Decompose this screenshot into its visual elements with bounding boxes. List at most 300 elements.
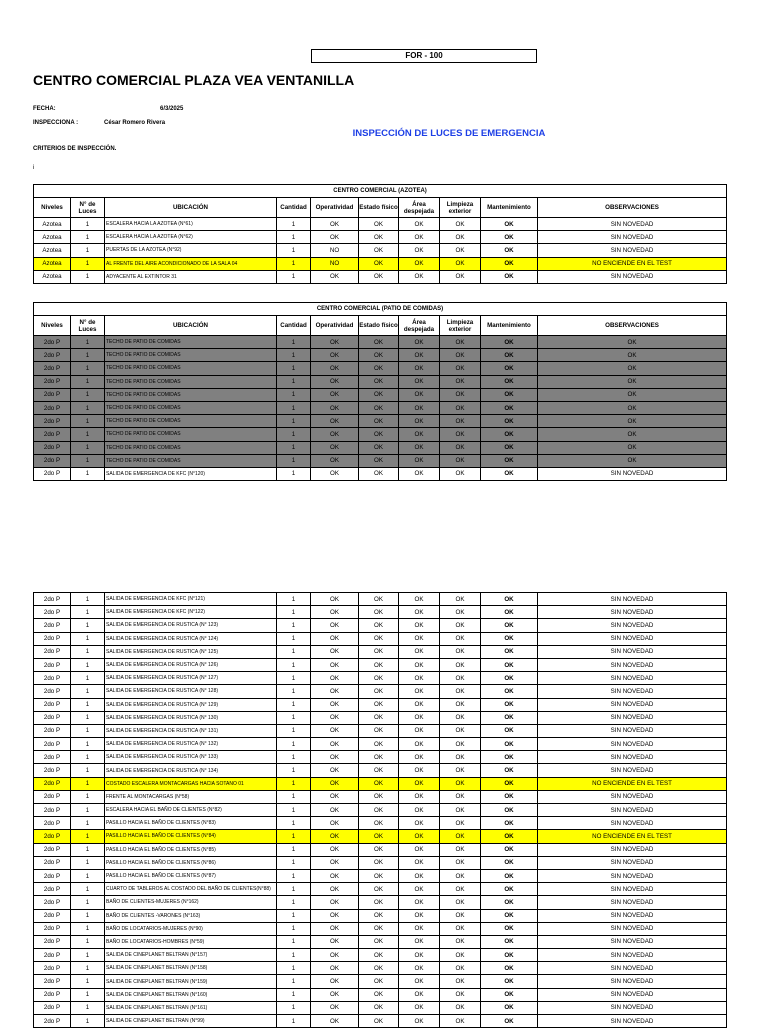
observaciones-cell: SIN NOVEDAD (538, 804, 727, 817)
luces-cell: 1 (71, 270, 105, 283)
luces-cell: 1 (71, 817, 105, 830)
area-despejada-cell: OK (399, 764, 440, 777)
mantenimiento-cell: OK (481, 349, 538, 362)
luces-cell: 1 (71, 441, 105, 454)
limpieza-cell: OK (440, 428, 481, 441)
area-despejada-cell: OK (399, 685, 440, 698)
estado-fisico-cell: OK (359, 909, 399, 922)
observaciones-cell: SIN NOVEDAD (538, 738, 727, 751)
area-despejada-cell: OK (399, 336, 440, 349)
estado-fisico-cell: OK (359, 257, 399, 270)
cantidad-cell: 1 (277, 764, 311, 777)
inspecciona-value: César Romero Rivera (104, 120, 166, 126)
limpieza-cell: OK (440, 962, 481, 975)
column-header: Estado físico (359, 198, 399, 218)
area-despejada-cell: OK (399, 606, 440, 619)
luces-cell: 1 (71, 843, 105, 856)
limpieza-cell: OK (440, 764, 481, 777)
operatividad-cell: OK (311, 817, 359, 830)
estado-fisico-cell: OK (359, 606, 399, 619)
cantidad-cell: 1 (277, 975, 311, 988)
criterios-label: CRITERIOS DE INSPECCIÓN. (33, 146, 117, 152)
table-row (34, 388, 727, 401)
table-row (34, 935, 727, 948)
area-despejada-cell: OK (399, 738, 440, 751)
operatividad-cell: OK (311, 593, 359, 606)
estado-fisico-cell: OK (359, 270, 399, 283)
table-row (34, 336, 727, 349)
observaciones-cell: SIN NOVEDAD (538, 962, 727, 975)
mantenimiento-cell: OK (481, 935, 538, 948)
operatividad-cell: OK (311, 922, 359, 935)
estado-fisico-cell: OK (359, 231, 399, 244)
cantidad-cell: 1 (277, 1015, 311, 1028)
luces-cell: 1 (71, 336, 105, 349)
estado-fisico-cell: OK (359, 1001, 399, 1014)
observaciones-cell: SIN NOVEDAD (538, 724, 727, 737)
nivel-cell: 2do P (34, 388, 71, 401)
estado-fisico-cell: OK (359, 401, 399, 414)
operatividad-cell: OK (311, 909, 359, 922)
operatividad-cell: OK (311, 988, 359, 1001)
luces-cell: 1 (71, 415, 105, 428)
estado-fisico-cell: OK (359, 777, 399, 790)
area-despejada-cell: OK (399, 790, 440, 803)
luces-cell: 1 (71, 375, 105, 388)
observaciones-cell: SIN NOVEDAD (538, 909, 727, 922)
table-row (34, 645, 727, 658)
table-row (34, 975, 727, 988)
mantenimiento-cell: OK (481, 817, 538, 830)
observaciones-cell: SIN NOVEDAD (538, 593, 727, 606)
area-despejada-cell: OK (399, 401, 440, 414)
ubicacion-cell: SALIDA DE EMERGENCIA DE RUSTICA (N° 130) (105, 711, 277, 724)
cantidad-cell: 1 (277, 257, 311, 270)
luces-cell: 1 (71, 962, 105, 975)
limpieza-cell: OK (440, 1001, 481, 1014)
nivel-cell: 2do P (34, 619, 71, 632)
ubicacion-cell: SALIDA DE CINEPLANET BELTRAN (N°157) (105, 949, 277, 962)
limpieza-cell: OK (440, 244, 481, 257)
table-row (34, 231, 727, 244)
operatividad-cell: OK (311, 883, 359, 896)
ubicacion-cell: PUERTAS DE LA AZOTEA (N°92) (105, 244, 277, 257)
limpieza-cell: OK (440, 698, 481, 711)
luces-cell: 1 (71, 388, 105, 401)
area-despejada-cell: OK (399, 804, 440, 817)
ubicacion-cell: TECHO DE PATIO DE COMIDAS (105, 401, 277, 414)
table-row (34, 218, 727, 231)
ubicacion-cell: SALIDA DE CINEPLANET BELTRAN (N°99) (105, 1015, 277, 1028)
mantenimiento-cell: OK (481, 645, 538, 658)
luces-cell: 1 (71, 988, 105, 1001)
nivel-cell: 2do P (34, 375, 71, 388)
limpieza-cell: OK (440, 949, 481, 962)
table-row (34, 777, 727, 790)
cantidad-cell: 1 (277, 738, 311, 751)
nivel-cell: 2do P (34, 711, 71, 724)
cantidad-cell: 1 (277, 454, 311, 467)
limpieza-cell: OK (440, 804, 481, 817)
luces-cell: 1 (71, 949, 105, 962)
column-header: Cantidad (277, 316, 311, 336)
cantidad-cell: 1 (277, 441, 311, 454)
table-row (34, 804, 727, 817)
limpieza-cell: OK (440, 257, 481, 270)
mantenimiento-cell: OK (481, 698, 538, 711)
cantidad-cell: 1 (277, 685, 311, 698)
operatividad-cell: OK (311, 777, 359, 790)
operatividad-cell: OK (311, 401, 359, 414)
form-code-box: FOR - 100 (311, 49, 537, 63)
nivel-cell: 2do P (34, 751, 71, 764)
observaciones-cell: SIN NOVEDAD (538, 935, 727, 948)
estado-fisico-cell: OK (359, 738, 399, 751)
limpieza-cell: OK (440, 922, 481, 935)
cantidad-cell: 1 (277, 777, 311, 790)
estado-fisico-cell: OK (359, 428, 399, 441)
inspection-title: INSPECCIÓN DE LUCES DE EMERGENCIA (352, 128, 546, 139)
limpieza-cell: OK (440, 843, 481, 856)
mantenimiento-cell: OK (481, 830, 538, 843)
nivel-cell: 2do P (34, 593, 71, 606)
observaciones-cell: SIN NOVEDAD (538, 658, 727, 671)
estado-fisico-cell: OK (359, 975, 399, 988)
observaciones-cell: SIN NOVEDAD (538, 988, 727, 1001)
observaciones-cell: NO ENCIENDE EN EL TEST (538, 830, 727, 843)
estado-fisico-cell: OK (359, 454, 399, 467)
ubicacion-cell: BAÑO DE LOCATARIOS-HOMBRES (N°59) (105, 935, 277, 948)
mantenimiento-cell: OK (481, 685, 538, 698)
observaciones-cell: SIN NOVEDAD (538, 711, 727, 724)
luces-cell: 1 (71, 711, 105, 724)
ubicacion-cell: PASILLO HACIA EL BAÑO DE CLIENTES (N°86) (105, 856, 277, 869)
mantenimiento-cell: OK (481, 231, 538, 244)
nivel-cell: 2do P (34, 975, 71, 988)
operatividad-cell: OK (311, 724, 359, 737)
operatividad-cell: OK (311, 336, 359, 349)
table-row (34, 415, 727, 428)
mantenimiento-cell: OK (481, 777, 538, 790)
cantidad-cell: 1 (277, 751, 311, 764)
column-header: Niveles (34, 198, 71, 218)
operatividad-cell: OK (311, 856, 359, 869)
nivel-cell: 2do P (34, 428, 71, 441)
ubicacion-cell: SALIDA DE CINEPLANET BELTRAN (N°159) (105, 975, 277, 988)
table-row (34, 454, 727, 467)
column-header: OBSERVACIONES (538, 316, 727, 336)
area-despejada-cell: OK (399, 935, 440, 948)
column-header: Limpieza exterior (440, 316, 481, 336)
cantidad-cell: 1 (277, 869, 311, 882)
ubicacion-cell: TECHO DE PATIO DE COMIDAS (105, 454, 277, 467)
operatividad-cell: OK (311, 428, 359, 441)
estado-fisico-cell: OK (359, 790, 399, 803)
observaciones-cell: OK (538, 388, 727, 401)
operatividad-cell: OK (311, 415, 359, 428)
mantenimiento-cell: OK (481, 1015, 538, 1028)
table-row (34, 1015, 727, 1028)
table-row (34, 830, 727, 843)
luces-cell: 1 (71, 362, 105, 375)
column-header: Cantidad (277, 198, 311, 218)
limpieza-cell: OK (440, 830, 481, 843)
area-despejada-cell: OK (399, 632, 440, 645)
ubicacion-cell: PASILLO HACIA EL BAÑO DE CLIENTES (N°85) (105, 843, 277, 856)
estado-fisico-cell: OK (359, 244, 399, 257)
table-row (34, 441, 727, 454)
cantidad-cell: 1 (277, 988, 311, 1001)
operatividad-cell: OK (311, 362, 359, 375)
table-row (34, 270, 727, 283)
column-header: Área despejada (399, 316, 440, 336)
cantidad-cell: 1 (277, 244, 311, 257)
luces-cell: 1 (71, 751, 105, 764)
table-row (34, 349, 727, 362)
section-title-azotea: CENTRO COMERCIAL (AZOTEA) (34, 185, 727, 198)
luces-cell: 1 (71, 467, 105, 480)
operatividad-cell: OK (311, 231, 359, 244)
observaciones-cell: SIN NOVEDAD (538, 672, 727, 685)
luces-cell: 1 (71, 1001, 105, 1014)
operatividad-cell: OK (311, 270, 359, 283)
mantenimiento-cell: OK (481, 593, 538, 606)
luces-cell: 1 (71, 790, 105, 803)
operatividad-cell: OK (311, 830, 359, 843)
area-despejada-cell: OK (399, 698, 440, 711)
area-despejada-cell: OK (399, 751, 440, 764)
limpieza-cell: OK (440, 454, 481, 467)
limpieza-cell: OK (440, 349, 481, 362)
continuation-table (33, 592, 727, 1028)
luces-cell: 1 (71, 935, 105, 948)
operatividad-cell: OK (311, 454, 359, 467)
limpieza-cell: OK (440, 883, 481, 896)
nivel-cell: 2do P (34, 935, 71, 948)
ubicacion-cell: BAÑO DE CLIENTES -VARONES (N°163) (105, 909, 277, 922)
area-despejada-cell: OK (399, 231, 440, 244)
operatividad-cell: NO (311, 257, 359, 270)
observaciones-cell: SIN NOVEDAD (538, 606, 727, 619)
cantidad-cell: 1 (277, 883, 311, 896)
limpieza-cell: OK (440, 218, 481, 231)
nivel-cell: Azotea (34, 218, 71, 231)
ubicacion-cell: SALIDA DE EMERGENCIA DE RUSTICA (N° 126) (105, 658, 277, 671)
estado-fisico-cell: OK (359, 593, 399, 606)
area-despejada-cell: OK (399, 830, 440, 843)
cantidad-cell: 1 (277, 724, 311, 737)
cantidad-cell: 1 (277, 336, 311, 349)
ubicacion-cell: TECHO DE PATIO DE COMIDAS (105, 441, 277, 454)
stray-mark: i (33, 165, 35, 171)
luces-cell: 1 (71, 922, 105, 935)
limpieza-cell: OK (440, 909, 481, 922)
ubicacion-cell: BAÑO DE LOCATARIOS-MUJERES (N°90) (105, 922, 277, 935)
limpieza-cell: OK (440, 467, 481, 480)
table-row (34, 698, 727, 711)
estado-fisico-cell: OK (359, 817, 399, 830)
cantidad-cell: 1 (277, 804, 311, 817)
limpieza-cell: OK (440, 632, 481, 645)
operatividad-cell: OK (311, 711, 359, 724)
operatividad-cell: OK (311, 349, 359, 362)
cantidad-cell: 1 (277, 362, 311, 375)
mantenimiento-cell: OK (481, 1001, 538, 1014)
mantenimiento-cell: OK (481, 738, 538, 751)
area-despejada-cell: OK (399, 619, 440, 632)
luces-cell: 1 (71, 672, 105, 685)
nivel-cell: 2do P (34, 658, 71, 671)
observaciones-cell: OK (538, 441, 727, 454)
operatividad-cell: OK (311, 685, 359, 698)
estado-fisico-cell: OK (359, 362, 399, 375)
table-row (34, 790, 727, 803)
cantidad-cell: 1 (277, 349, 311, 362)
cantidad-cell: 1 (277, 606, 311, 619)
table-row (34, 922, 727, 935)
observaciones-cell: SIN NOVEDAD (538, 790, 727, 803)
limpieza-cell: OK (440, 270, 481, 283)
limpieza-cell: OK (440, 777, 481, 790)
ubicacion-cell: TECHO DE PATIO DE COMIDAS (105, 349, 277, 362)
mantenimiento-cell: OK (481, 658, 538, 671)
document-title: CENTRO COMERCIAL PLAZA VEA VENTANILLA (33, 72, 355, 88)
estado-fisico-cell: OK (359, 685, 399, 698)
ubicacion-cell: PASILLO HACIA EL BAÑO DE CLIENTES (N°84) (105, 830, 277, 843)
column-header: Área despejada (399, 198, 440, 218)
ubicacion-cell: SALIDA DE EMERGENCIA DE KFC (N°122) (105, 606, 277, 619)
estado-fisico-cell: OK (359, 375, 399, 388)
limpieza-cell: OK (440, 1015, 481, 1028)
nivel-cell: 2do P (34, 645, 71, 658)
cantidad-cell: 1 (277, 619, 311, 632)
nivel-cell: Azotea (34, 231, 71, 244)
limpieza-cell: OK (440, 375, 481, 388)
observaciones-cell: SIN NOVEDAD (538, 218, 727, 231)
limpieza-cell: OK (440, 672, 481, 685)
limpieza-cell: OK (440, 685, 481, 698)
table-row (34, 764, 727, 777)
ubicacion-cell: SALIDA DE EMERGENCIA DE RUSTICA (N° 132) (105, 738, 277, 751)
nivel-cell: 2do P (34, 685, 71, 698)
operatividad-cell: OK (311, 375, 359, 388)
observaciones-cell: SIN NOVEDAD (538, 685, 727, 698)
mantenimiento-cell: OK (481, 724, 538, 737)
cantidad-cell: 1 (277, 856, 311, 869)
section-title-patio: CENTRO COMERCIAL (PATIO DE COMIDAS) (34, 303, 727, 316)
operatividad-cell: OK (311, 962, 359, 975)
ubicacion-cell: SALIDA DE CINEPLANET BELTRAN (N°161) (105, 1001, 277, 1014)
operatividad-cell: OK (311, 218, 359, 231)
ubicacion-cell: TECHO DE PATIO DE COMIDAS (105, 388, 277, 401)
nivel-cell: 2do P (34, 949, 71, 962)
nivel-cell: 2do P (34, 672, 71, 685)
table-row (34, 362, 727, 375)
nivel-cell: Azotea (34, 257, 71, 270)
ubicacion-cell: SALIDA DE EMERGENCIA DE RUSTICA (N° 127) (105, 672, 277, 685)
estado-fisico-cell: OK (359, 949, 399, 962)
area-despejada-cell: OK (399, 428, 440, 441)
observaciones-cell: SIN NOVEDAD (538, 949, 727, 962)
limpieza-cell: OK (440, 415, 481, 428)
limpieza-cell: OK (440, 336, 481, 349)
limpieza-cell: OK (440, 231, 481, 244)
nivel-cell: 2do P (34, 909, 71, 922)
estado-fisico-cell: OK (359, 988, 399, 1001)
area-despejada-cell: OK (399, 672, 440, 685)
estado-fisico-cell: OK (359, 441, 399, 454)
ubicacion-cell: TECHO DE PATIO DE COMIDAS (105, 336, 277, 349)
observaciones-cell: SIN NOVEDAD (538, 896, 727, 909)
estado-fisico-cell: OK (359, 764, 399, 777)
mantenimiento-cell: OK (481, 883, 538, 896)
luces-cell: 1 (71, 869, 105, 882)
mantenimiento-cell: OK (481, 922, 538, 935)
column-header: Operatividad (311, 316, 359, 336)
area-despejada-cell: OK (399, 883, 440, 896)
nivel-cell: Azotea (34, 270, 71, 283)
cantidad-cell: 1 (277, 830, 311, 843)
mantenimiento-cell: OK (481, 804, 538, 817)
cantidad-cell: 1 (277, 962, 311, 975)
operatividad-cell: OK (311, 388, 359, 401)
cantidad-cell: 1 (277, 658, 311, 671)
estado-fisico-cell: OK (359, 856, 399, 869)
ubicacion-cell: PASILLO HACIA EL BAÑO DE CLIENTES (N°83) (105, 817, 277, 830)
cantidad-cell: 1 (277, 711, 311, 724)
nivel-cell: Azotea (34, 244, 71, 257)
cantidad-cell: 1 (277, 790, 311, 803)
ubicacion-cell: SALIDA DE CINEPLANET BELTRAN (N°160) (105, 988, 277, 1001)
limpieza-cell: OK (440, 593, 481, 606)
observaciones-cell: SIN NOVEDAD (538, 869, 727, 882)
luces-cell: 1 (71, 1015, 105, 1028)
table-row (34, 856, 727, 869)
operatividad-cell: OK (311, 843, 359, 856)
luces-cell: 1 (71, 724, 105, 737)
operatividad-cell: OK (311, 738, 359, 751)
mantenimiento-cell: OK (481, 428, 538, 441)
area-despejada-cell: OK (399, 645, 440, 658)
table-row (34, 632, 727, 645)
column-header: Estado físico (359, 316, 399, 336)
observaciones-cell: SIN NOVEDAD (538, 856, 727, 869)
mantenimiento-cell: OK (481, 672, 538, 685)
ubicacion-cell: BAÑO DE CLIENTES-MUJERES (N°162) (105, 896, 277, 909)
cantidad-cell: 1 (277, 672, 311, 685)
mantenimiento-cell: OK (481, 218, 538, 231)
area-despejada-cell: OK (399, 415, 440, 428)
limpieza-cell: OK (440, 975, 481, 988)
ubicacion-cell: SALIDA DE EMERGENCIA DE RUSTICA (N° 124) (105, 632, 277, 645)
observaciones-cell: OK (538, 454, 727, 467)
column-header: Mantenimiento (481, 316, 538, 336)
area-despejada-cell: OK (399, 218, 440, 231)
cantidad-cell: 1 (277, 415, 311, 428)
operatividad-cell: OK (311, 935, 359, 948)
cantidad-cell: 1 (277, 218, 311, 231)
estado-fisico-cell: OK (359, 711, 399, 724)
column-header: N° de Luces (71, 316, 105, 336)
estado-fisico-cell: OK (359, 388, 399, 401)
mantenimiento-cell: OK (481, 764, 538, 777)
mantenimiento-cell: OK (481, 949, 538, 962)
table-row (34, 724, 727, 737)
nivel-cell: 2do P (34, 441, 71, 454)
nivel-cell: 2do P (34, 415, 71, 428)
operatividad-cell: OK (311, 751, 359, 764)
mantenimiento-cell: OK (481, 711, 538, 724)
